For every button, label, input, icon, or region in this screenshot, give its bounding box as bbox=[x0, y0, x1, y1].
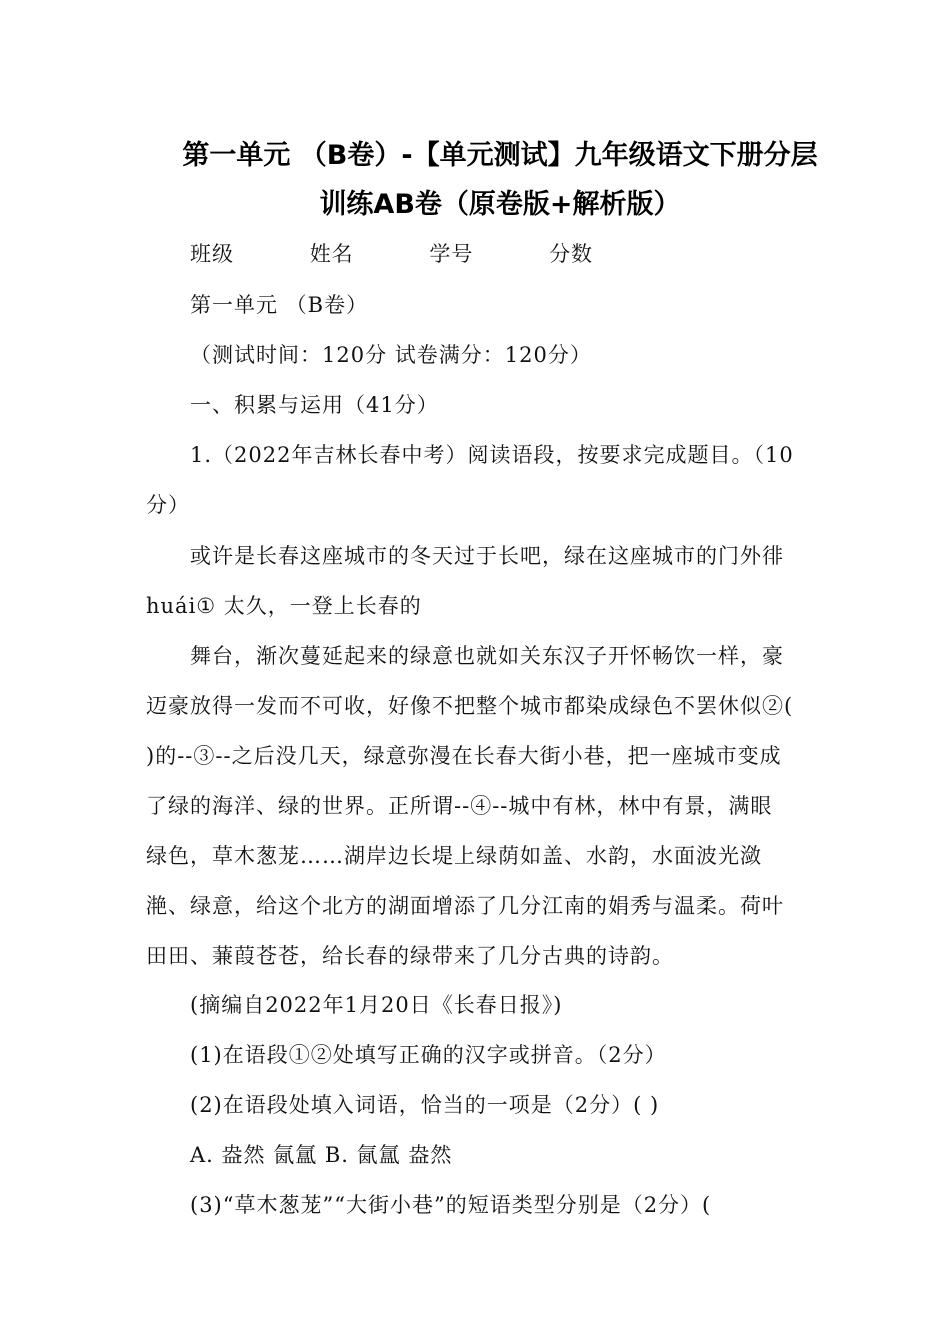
passage-line: 田田、蒹葭苍苍，给长春的绿带来了几分古典的诗韵。 bbox=[146, 944, 674, 968]
document-title-line-2: 训练AB卷（原卷版+解析版） bbox=[319, 189, 681, 220]
name-label: 姓名 bbox=[309, 242, 354, 266]
passage-line: )的--③--之后没几天，绿意弥漫在长春大街小巷，把一座城市变成 bbox=[146, 744, 782, 768]
passage-line: 迈豪放得一发而不可收，好像不把整个城市都染成绿色不罢休似②( bbox=[146, 694, 794, 718]
answer-options-ab: A. 盎然 氤氲 B. 氤氲 盎然 bbox=[190, 1143, 453, 1167]
question-1-line-1: 1.（2022年吉林长春中考）阅读语段，按要求完成题目。（10 bbox=[190, 443, 794, 467]
document-title-line-1: 第一单元 （B卷）-【单元测试】九年级语文下册分层 bbox=[182, 140, 818, 171]
sub-question-3: (3)“草木葱茏”“大街小巷”的短语类型分别是（2分）( bbox=[190, 1193, 712, 1217]
section-heading: 一、积累与运用（41分） bbox=[190, 393, 439, 417]
student-number-label: 学号 bbox=[429, 242, 474, 266]
score-label: 分数 bbox=[549, 242, 594, 266]
passage-line: 了绿的海洋、绿的世界。正所谓--④--城中有林，林中有景，满眼 bbox=[146, 794, 773, 818]
passage-line: 滟、绿意，给这个北方的湖面增添了几分江南的娟秀与温柔。荷叶 bbox=[146, 894, 784, 918]
sub-question-1: (1)在语段①②处填写正确的汉字或拼音。（2分） bbox=[190, 1043, 667, 1067]
passage-line: 舞台，渐次蔓延起来的绿意也就如关东汉子开怀畅饮一样，豪 bbox=[190, 644, 784, 668]
passage-line: 或许是长春这座城市的冬天过于长吧，绿在这座城市的门外徘 bbox=[190, 544, 784, 568]
test-info: （测试时间：120分 试卷满分：120分） bbox=[190, 343, 592, 367]
unit-label: 第一单元 （B卷） bbox=[190, 293, 369, 317]
question-1-line-2: 分） bbox=[146, 493, 190, 517]
passage-line: 绿色，草木葱茏……湖岸边长堤上绿荫如盖、水韵，水面波光潋 bbox=[146, 844, 762, 868]
passage-source: (摘编自2022年1月20日《长春日报》) bbox=[190, 993, 563, 1017]
sub-question-2: (2)在语段处填入词语，恰当的一项是（2分）( ) bbox=[190, 1093, 660, 1117]
passage-line: huái① 太久，一登上长春的 bbox=[146, 594, 422, 618]
student-info-row bbox=[190, 238, 661, 268]
class-label: 班级 bbox=[190, 242, 234, 266]
